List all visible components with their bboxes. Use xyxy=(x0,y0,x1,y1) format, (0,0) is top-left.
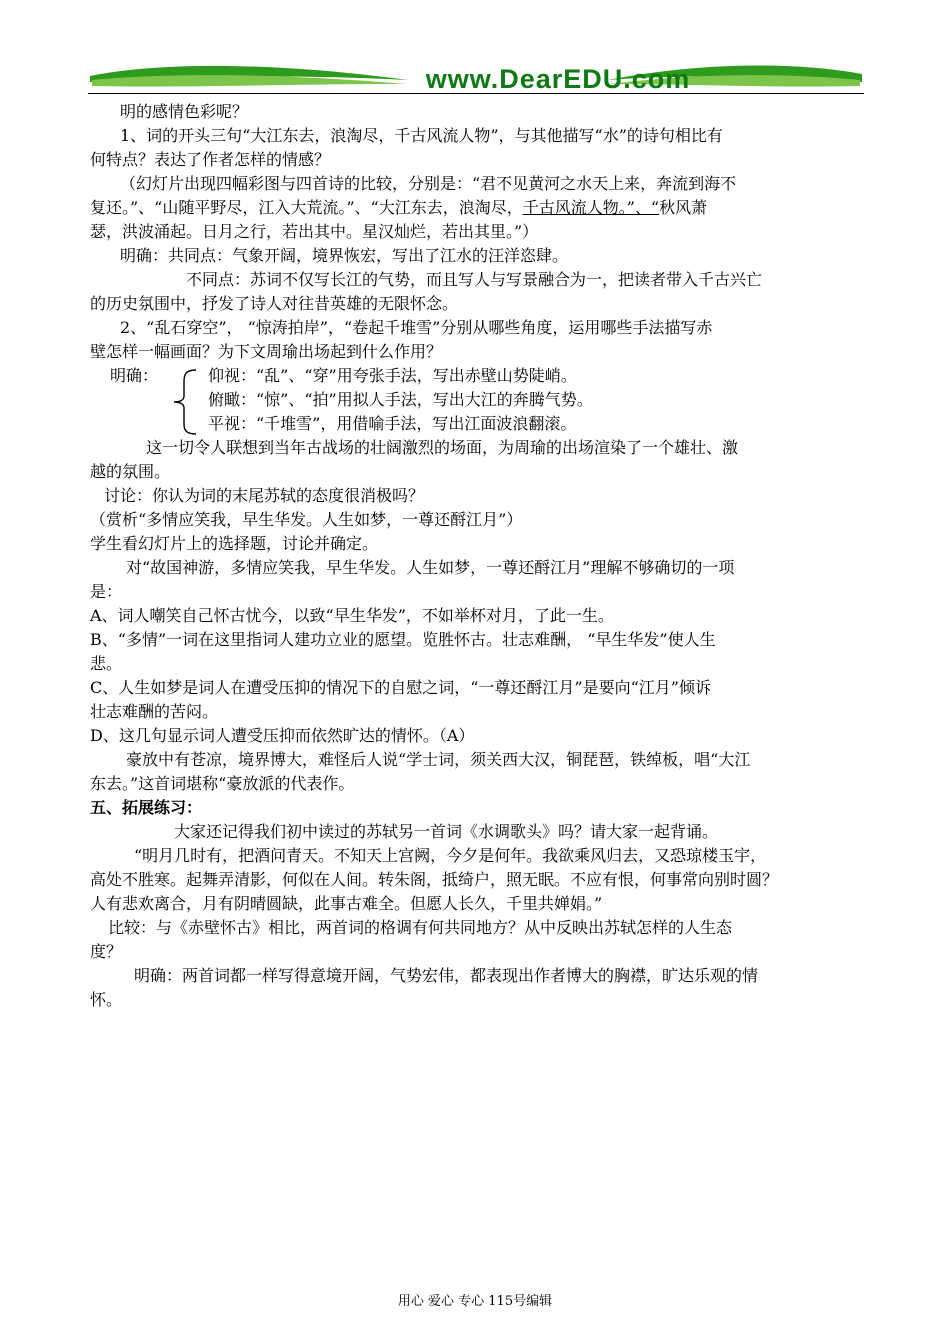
site-logo[interactable]: www.DearEDU.com xyxy=(425,64,691,94)
paragraph-line: 讨论：你认为词的末尾苏轼的态度很消极吗？ xyxy=(104,486,425,505)
paragraph-line xyxy=(90,196,860,220)
paragraph-line: 2、“乱石穿空”， “惊涛拍岸”，“卷起千堆雪”分别从哪些角度，运用哪些手法描写赤 xyxy=(120,318,713,337)
brace-item: 仰视：“乱”、“穿”用夸张手法，写出赤壁山势陡峭。 xyxy=(208,366,577,385)
paragraph-line: 越的氛围。 xyxy=(90,462,171,481)
brace-item: 俯瞰：“惊”、“拍”用拟人手法，写出大江的奔腾气势。 xyxy=(208,390,593,409)
paragraph-line: 壮志难酬的苦闷。 xyxy=(90,702,219,721)
paragraph-line: （赏析“多情应笑我，早生华发。人生如梦，一尊还酹江月”） xyxy=(90,510,523,529)
option-c: C、人生如梦是词人在遭受压抑的情况下的自慰之词，“一尊还酹江月”是要向“江月”倾诉 xyxy=(90,678,711,697)
paragraph-line: 壁怎样一幅画面？为下文周瑜出场起到什么作用？ xyxy=(90,342,443,361)
paragraph-line: 这一切令人联想到当年古战场的壮阔激烈的场面，为周瑜的出场渲染了一个雄壮、激 xyxy=(146,438,739,457)
poem-line: 人有悲欢离合，月有阴晴圆缺，此事古难全。但愿人长久，千里共婵娟。” xyxy=(90,894,603,913)
option-d: D、这几句显示词人遭受压抑而依然旷达的情怀。（A） xyxy=(90,726,475,745)
paragraph-line: 瑟，洪波涌起。日月之行，若出其中。星汉灿烂，若出其里。”） xyxy=(90,222,539,241)
paragraph-line: 度？ xyxy=(90,942,123,961)
brace-list xyxy=(90,364,860,436)
paragraph-line: （幻灯片出现四幅彩图与四首诗的比较，分别是：“君不见黄河之水天上来，奔流到海不 xyxy=(120,174,737,193)
paragraph-line: 1、词的开头三句“大江东去，浪淘尽，千古风流人物”，与其他描写“水”的诗句相比有 xyxy=(120,126,723,145)
page-footer: 用心 爱心 专心 115号编辑 xyxy=(397,1294,553,1309)
underlined-text: 千古风流人物。”、“ xyxy=(522,198,660,217)
paragraph-line: 明确：共同点：气象开阔，境界恢宏，写出了江水的汪洋恣肆。 xyxy=(120,246,569,265)
option-a: A、词人嘲笑自己怀古忧今，以致“早生华发”，不如举杯对月，了此一生。 xyxy=(90,606,614,625)
paragraph-line: 比较：与《赤壁怀古》相比，两首词的格调有何共同地方？从中反映出苏轼怎样的人生态 xyxy=(108,918,733,937)
section-heading: 五、拓展练习： xyxy=(90,798,203,817)
poem-line: “明月几时有，把酒问青天。不知天上宫阙，今夕是何年。我欲乘风归去，又恐琼楼玉宇， xyxy=(134,846,767,865)
paragraph-line: 明的感情色彩呢？ xyxy=(120,102,249,121)
option-b: B、“多情”一词在这里指词人建功立业的愿望。览胜怀古。壮志难酬， “早生华发”使人生 xyxy=(90,630,716,649)
document-body xyxy=(90,100,860,1012)
paragraph-line: 怀。 xyxy=(90,990,123,1009)
paragraph-line: 是： xyxy=(90,582,123,601)
header-divider xyxy=(88,93,864,94)
text-segment: 复还。”、“山随平野尽，江入大荒流。”、“大江东去，浪淘尽， xyxy=(90,198,523,217)
paragraph-line: 明确：两首词都一样写得意境开阔，气势宏伟，都表现出作者博大的胸襟，旷达乐观的情 xyxy=(134,966,759,985)
curly-brace-icon xyxy=(170,368,200,436)
paragraph-line: 不同点：苏词不仅写长江的气势，而且写人与写景融合为一，把读者带入千古兴亡 xyxy=(186,270,763,289)
paragraph-line: 悲。 xyxy=(90,654,123,673)
paragraph-line: 学生看幻灯片上的选择题，讨论并确定。 xyxy=(90,534,379,553)
brace-label: 明确： xyxy=(110,366,159,385)
paragraph-line: 大家还记得我们初中读过的苏轼另一首词《水调歌头》吗？请大家一起背诵。 xyxy=(174,822,719,841)
paragraph-line: 豪放中有苍凉，境界博大，难怪后人说“学士词，须关西大汉，铜琵琶，铁绰板，唱“大江 xyxy=(126,750,751,769)
paragraph-line: 对“故国神游，多情应笑我，早生华发。人生如梦，一尊还酹江月”理解不够确切的一项 xyxy=(126,558,735,577)
paragraph-line: 的历史氛围中，抒发了诗人对往昔英雄的无限怀念。 xyxy=(90,294,459,313)
text-segment: 秋风萧 xyxy=(659,198,708,217)
paragraph-line: 何特点？表达了作者怎样的情感？ xyxy=(90,150,331,169)
poem-line: 高处不胜寒。起舞弄清影，何似在人间。转朱阁，抵绮户，照无眠。不应有恨，何事常向别时圆？ xyxy=(90,870,779,889)
paragraph-line: 东去。”这首词堪称“豪放派的代表作。 xyxy=(90,774,355,793)
brace-item: 平视：“千堆雪”，用借喻手法，写出江面波浪翻滚。 xyxy=(208,414,577,433)
